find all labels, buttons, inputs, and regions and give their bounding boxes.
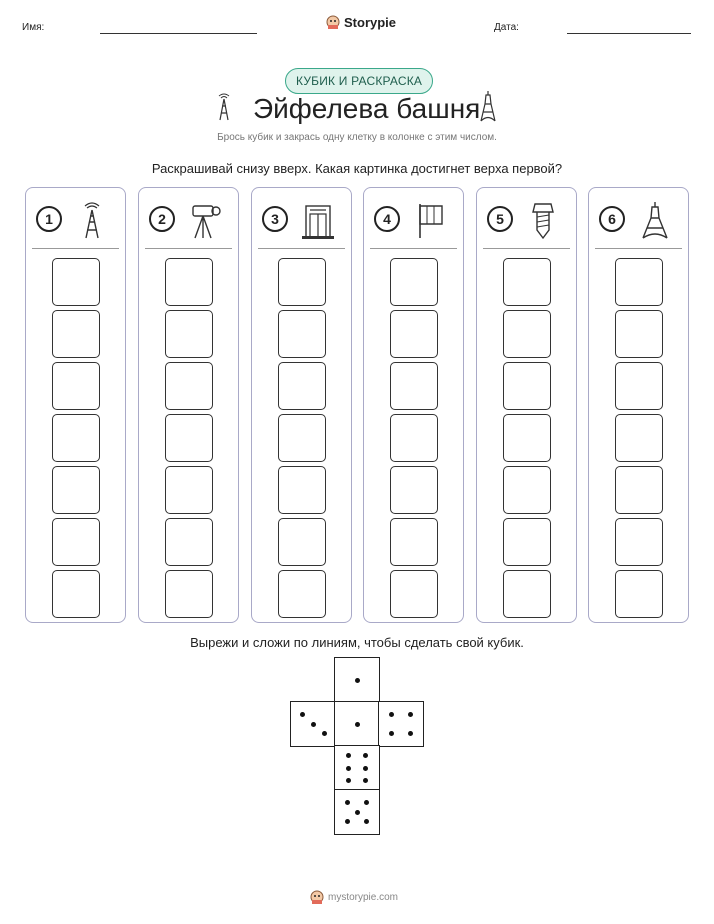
surveying-tripod-icon: [187, 200, 223, 240]
color-cell[interactable]: [390, 466, 438, 514]
color-cell[interactable]: [278, 414, 326, 462]
cube-instruction: Вырежи и сложи по линиям, чтобы сделать свой кубик.: [190, 635, 524, 650]
color-cell[interactable]: [615, 258, 663, 306]
brand-logo: [326, 14, 396, 30]
column-number: 3: [262, 206, 288, 232]
dice-pip: [345, 819, 350, 824]
color-cell[interactable]: [165, 518, 213, 566]
dice-pip: [389, 731, 394, 736]
color-cell[interactable]: [615, 414, 663, 462]
column-number: 4: [374, 206, 400, 232]
color-cell[interactable]: [52, 414, 100, 462]
color-cell[interactable]: [52, 310, 100, 358]
dice-pip: [355, 722, 360, 727]
column-divider: [483, 248, 570, 249]
color-cell[interactable]: [278, 258, 326, 306]
name-label: Имя:: [22, 22, 45, 33]
color-cell[interactable]: [503, 362, 551, 410]
column-divider: [370, 248, 457, 249]
eiffel-tower-icon: [476, 90, 500, 122]
date-label: Дата:: [494, 22, 519, 33]
color-cell[interactable]: [503, 258, 551, 306]
column-1: [25, 187, 126, 623]
column-number: 1: [36, 206, 62, 232]
column-5: [476, 187, 577, 623]
subtitle: Брось кубик и закрась одну клетку в колонке с этим числом.: [217, 132, 497, 143]
column-number: 5: [487, 206, 513, 232]
dice-pip: [355, 810, 360, 815]
column-number: 6: [599, 206, 625, 232]
dice-pip: [300, 712, 305, 717]
column-divider: [32, 248, 119, 249]
color-cell[interactable]: [165, 570, 213, 618]
storypie-mascot-icon: [310, 889, 324, 905]
page-title: Эйфелева башня: [253, 93, 481, 124]
column-3: [251, 187, 352, 623]
color-cell[interactable]: [52, 466, 100, 514]
color-cell[interactable]: [52, 518, 100, 566]
color-cell[interactable]: [52, 258, 100, 306]
dice-pip: [346, 766, 351, 771]
color-cell[interactable]: [503, 310, 551, 358]
column-4: [363, 187, 464, 623]
color-cell[interactable]: [503, 466, 551, 514]
column-number: 2: [149, 206, 175, 232]
dice-pip: [408, 731, 413, 736]
dice-face-1: [334, 701, 380, 747]
color-cell[interactable]: [390, 518, 438, 566]
color-cell[interactable]: [615, 466, 663, 514]
dice-pip: [345, 800, 350, 805]
dice-pip: [363, 778, 368, 783]
color-cell[interactable]: [278, 518, 326, 566]
dice-pip: [355, 678, 360, 683]
dice-face-5: [334, 789, 380, 835]
dice-pip: [311, 722, 316, 727]
dice-pip: [364, 819, 369, 824]
color-cell[interactable]: [165, 258, 213, 306]
brand-name: Storypie: [344, 14, 397, 30]
color-cell[interactable]: [52, 570, 100, 618]
color-cell[interactable]: [165, 466, 213, 514]
color-cell[interactable]: [390, 310, 438, 358]
eiffel-tower-icon: [637, 200, 673, 240]
category-tag: КУБИК И РАСКРАСКА: [285, 68, 433, 94]
color-cell[interactable]: [165, 362, 213, 410]
color-cell[interactable]: [278, 310, 326, 358]
dice-face-1: [334, 657, 380, 703]
color-cell[interactable]: [278, 466, 326, 514]
column-divider: [595, 248, 682, 249]
color-cell[interactable]: [278, 362, 326, 410]
date-line[interactable]: [567, 33, 691, 34]
color-cell[interactable]: [390, 362, 438, 410]
color-cell[interactable]: [503, 570, 551, 618]
name-line[interactable]: [100, 33, 257, 34]
radio-tower-icon: [74, 200, 110, 240]
color-cell[interactable]: [615, 310, 663, 358]
column-divider: [145, 248, 232, 249]
color-cell[interactable]: [615, 518, 663, 566]
elevator-icon: [300, 200, 336, 240]
storypie-mascot-icon: [326, 14, 340, 30]
dice-pip: [346, 778, 351, 783]
dice-face-6: [334, 745, 380, 791]
radio-tower-icon: [215, 93, 233, 121]
column-2: [138, 187, 239, 623]
color-cell[interactable]: [390, 414, 438, 462]
footer: [310, 889, 398, 905]
color-cell[interactable]: [503, 518, 551, 566]
column-6: [588, 187, 689, 623]
dice-face-3: [290, 701, 336, 747]
footer-url[interactable]: mystorypie.com: [328, 891, 399, 903]
color-cell[interactable]: [615, 362, 663, 410]
dice-pip: [363, 766, 368, 771]
color-cell[interactable]: [278, 570, 326, 618]
dice-face-4: [378, 701, 424, 747]
color-cell[interactable]: [165, 414, 213, 462]
dice-pip: [389, 712, 394, 717]
dice-pip: [346, 753, 351, 758]
column-divider: [258, 248, 345, 249]
color-cell[interactable]: [165, 310, 213, 358]
color-cell[interactable]: [615, 570, 663, 618]
dice-pip: [322, 731, 327, 736]
color-cell[interactable]: [503, 414, 551, 462]
dice-pip: [364, 800, 369, 805]
instruction: Раскрашивай снизу вверх. Какая картинка достигнет верха первой?: [151, 161, 563, 176]
color-cell[interactable]: [52, 362, 100, 410]
dice-pip: [363, 753, 368, 758]
rivet-bolt-icon: [525, 200, 561, 240]
flag-icon: [412, 200, 448, 240]
color-cell[interactable]: [390, 258, 438, 306]
color-cell[interactable]: [390, 570, 438, 618]
dice-pip: [408, 712, 413, 717]
